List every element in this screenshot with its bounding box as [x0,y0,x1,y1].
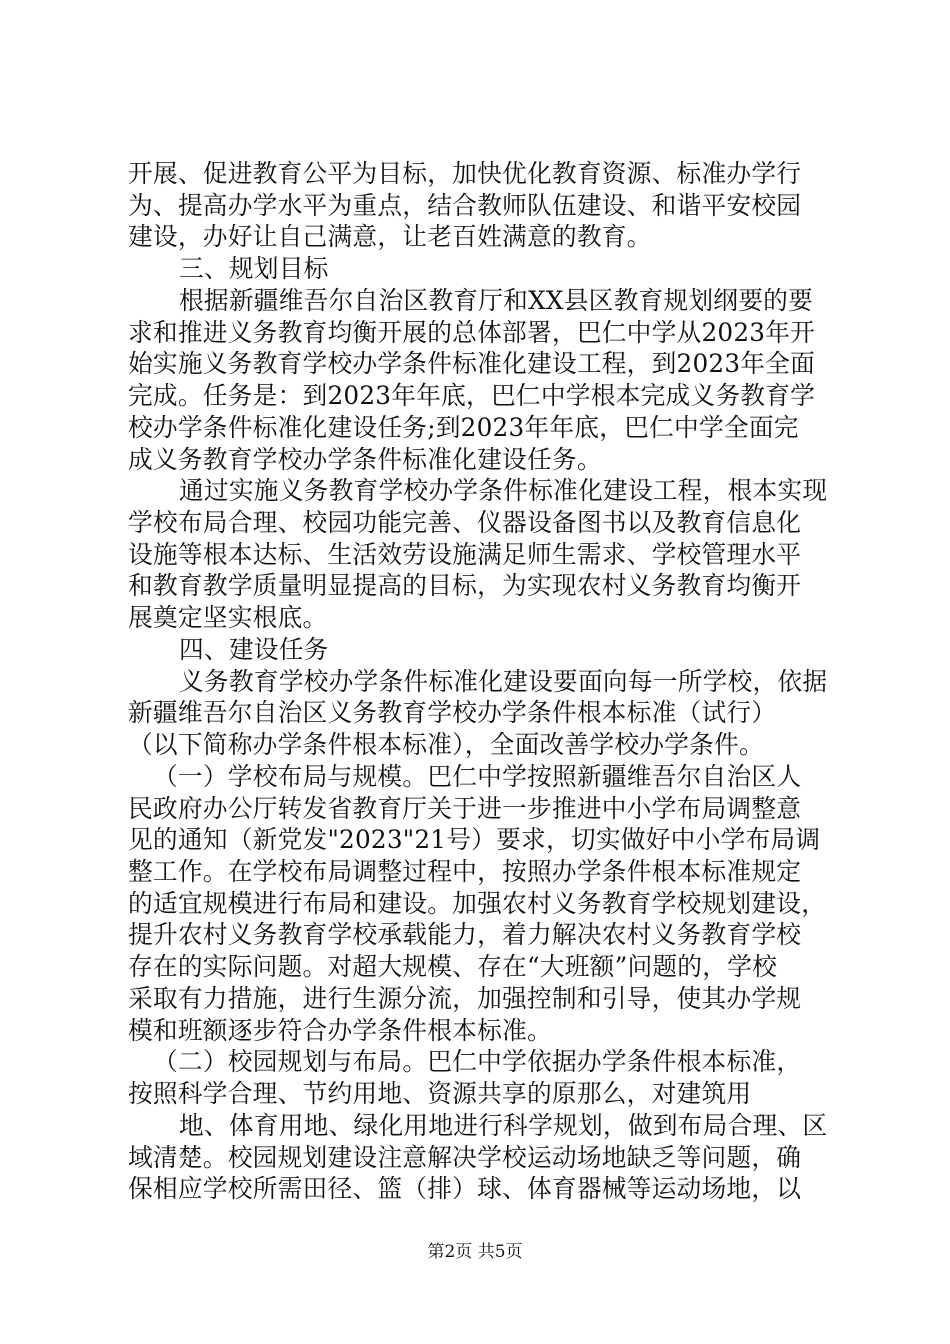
text-line: 设施等根本达标、生活效劳设施满足师生需求、学校管理水平 [128,539,802,569]
section-heading: 三、规划目标 [179,254,329,284]
text-line: 域清楚。校园规划建设注意解决学校运动场地缺乏等问题，确 [128,1142,802,1172]
section-heading: 四、建设任务 [179,634,329,664]
text-line: 求和推进义务教育均衡开展的总体部署，巴仁中学从2023年开 [128,317,816,347]
text-line: 见的通知（新党发"2023"21号）要求，切实做好中小学布局调 [128,825,821,855]
text-line: 新疆维吾尔自治区义务教育学校办学条件根本标准（试行） [128,698,777,728]
text-line: 按照科学合理、节约用地、资源共享的原那么，对建筑用 [128,1079,752,1109]
text-line: 为、提高办学水平为重点，结合教师队伍建设、和谐平安校园 [128,190,802,220]
text-line: 校办学条件标准化建设任务;到2023年年底，巴仁中学全面完 [128,412,799,442]
text-line: 民政府办公厅转发省教育厅关于进一步推进中小学布局调整意 [128,793,802,823]
text-line: 采取有力措施，进行生源分流，加强控制和引导，使其办学规 [128,983,802,1013]
text-line: 义务教育学校办学条件标准化建设要面向每一所学校，依据 [179,666,828,696]
text-line: 存在的实际问题。对超大规模、存在“大班额”问题的，学校 [128,952,778,982]
text-line: （一）学校布局与规模。巴仁中学按照新疆维吾尔自治区人 [153,761,802,791]
text-line: 地、体育用地、绿化用地进行科学规划，做到布局合理、区 [179,1110,828,1140]
text-line: 和教育教学质量明显提高的目标，为实现农村义务教育均衡开 [128,571,802,601]
text-line: 始实施义务教育学校办学条件标准化建设工程，到2023年全面 [128,349,816,379]
text-line: 提升农村义务教育学校承载能力，着力解决农村义务教育学校 [128,920,802,950]
text-line: 展奠定坚实根底。 [128,603,328,633]
text-line: 完成。任务是：到2023年年底，巴仁中学根本完成义务教育学 [128,381,816,411]
text-line: 保相应学校所需田径、篮（排）球、体育器械等运动场地，以 [128,1174,802,1204]
text-line: 学校布局合理、校园功能完善、仪器设备图书以及教育信息化 [128,508,802,537]
text-line: （二）校园规划与布局。巴仁中学依据办学条件根本标准， [153,1047,802,1077]
text-line: 根据新疆维吾尔自治区教育厅和XX县区教育规划纲要的要 [179,285,814,315]
text-line: 通过实施义务教育学校办学条件标准化建设工程，根本实现 [179,476,828,506]
text-line: 整工作。在学校布局调整过程中，按照办学条件根本标准规定 [128,857,802,886]
text-line: 开展、促进教育公平为目标，加快优化教育资源、标准办学行 [128,159,802,188]
text-line: 模和班额逐步符合办学条件根本标准。 [128,1015,552,1045]
text-line: 成义务教育学校办学条件标准化建设任务。 [128,444,602,474]
text-line: 的适宜规模进行布局和建设。加强农村义务教育学校规划建设， [128,888,827,918]
text-line: 建设，办好让自己满意，让老百姓满意的教育。 [128,222,652,252]
text-line: （以下简称办学条件根本标准），全面改善学校办学条件。 [128,730,764,760]
page-number-footer: 第2页 共5页 [427,1242,523,1262]
